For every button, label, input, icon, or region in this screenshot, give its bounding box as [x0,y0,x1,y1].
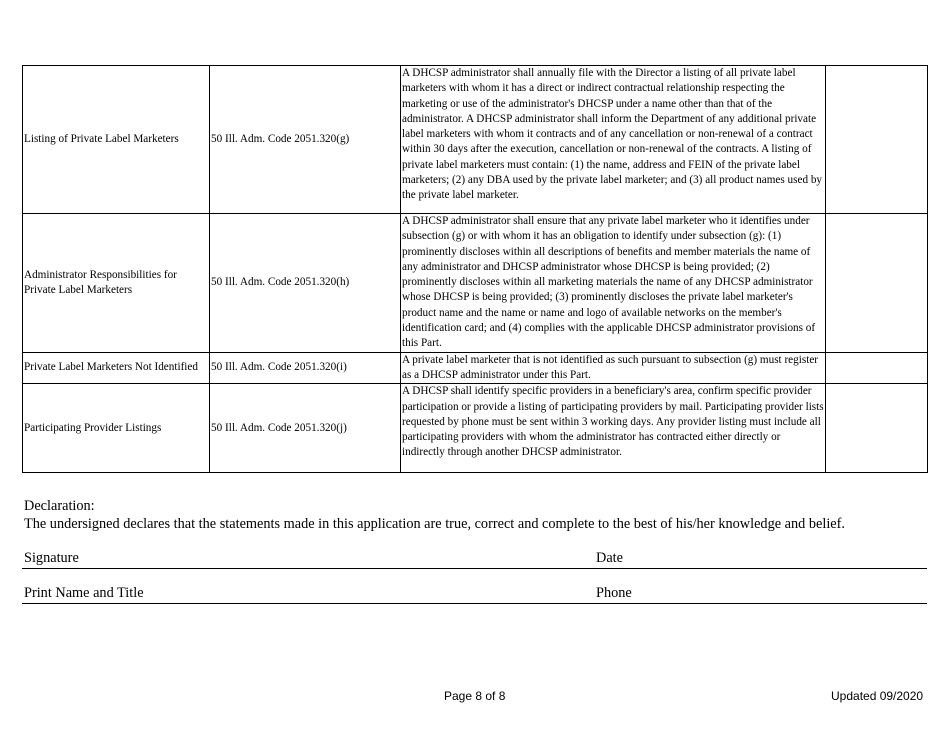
row-description: A DHCSP administrator shall ensure that any private label marketer who it identifies under subsection (g) or with whom it has an obligation to identify under subsection (g): (1) prominently discloses within all descriptions of benefits and member materials the name of any administrator and DHCSP administrator whose DHCSP is being provided; (2) prominently discloses within all marketing materials the name of any DHCSP administrator whose DHCSP is being provided; (3) prominently discloses the private label marketer's product name and the name or name and logo of available networks on the member's identification card; and (4) complies with the applicable DHCSP administrator provisions of this Part. [401,214,826,353]
row-topic: Private Label Marketers Not Identified [23,352,210,384]
signature-label: Signature [24,550,79,566]
page-number: Page 8 of 8 [444,689,506,703]
row-description: A DHCSP administrator shall annually file with the Director a listing of all private label marketers with whom it has a direct or indirect contractual relationship respecting the marketing or use of the administrator's DHCSP under a name other than that of the administrator. A DHCSP administrator shall inform the Department of any additional private label marketers with whom it contracts and of any cancellation or non-renewal of a contract within 30 days after the execution, cancellation or non-renewal of the contracts. A listing of private label marketers must contain: (1) the name, address and FEIN of the private label marketers; (2) any DBA used by the private label marketer; and (3) all product names used by the private label marketer. [401,66,826,214]
updated-date: Updated 09/2020 [831,689,924,703]
row-citation: 50 Ill. Adm. Code 2051.320(j) [210,384,401,473]
row-citation: 50 Ill. Adm. Code 2051.320(i) [210,352,401,384]
table-row [23,214,928,353]
row-citation: 50 Ill. Adm. Code 2051.320(h) [210,214,401,353]
row-topic: Administrator Responsibilities for Private Label Marketers [23,214,210,353]
requirements-table [22,65,928,473]
row-notes-cell[interactable] [826,214,928,353]
row-description: A private label marketer that is not identified as such pursuant to subsection (g) must register as a DHCSP administrator under this Part. [401,352,826,384]
row-notes-cell[interactable] [826,384,928,473]
row-notes-cell[interactable] [826,66,928,214]
date-label: Date [596,550,623,566]
row-topic: Listing of Private Label Marketers [23,66,210,214]
print-name-label: Print Name and Title [24,585,144,601]
row-description: A DHCSP shall identify specific providers in a beneficiary's area, confirm specific provider participation or provide a listing of participating providers by mail. Participating provider lists requested by phone must be sent within 3 working days. Any provider listing must include all participating providers with whom the administrator has contracted either directly or indirectly through another DHCSP administrator. [401,384,826,473]
row-citation: 50 Ill. Adm. Code 2051.320(g) [210,66,401,214]
phone-label: Phone [596,585,632,601]
table-row [23,352,928,384]
table-row [23,384,928,473]
signature-line[interactable] [22,550,927,569]
table-row [23,66,928,214]
declaration-text: The undersigned declares that the statements made in this application are true, correct and complete to the best of his/her knowledge and belief. [24,516,845,532]
declaration-heading: Declaration: [24,498,95,514]
row-topic: Participating Provider Listings [23,384,210,473]
print-name-line[interactable] [22,585,927,604]
row-notes-cell[interactable] [826,352,928,384]
